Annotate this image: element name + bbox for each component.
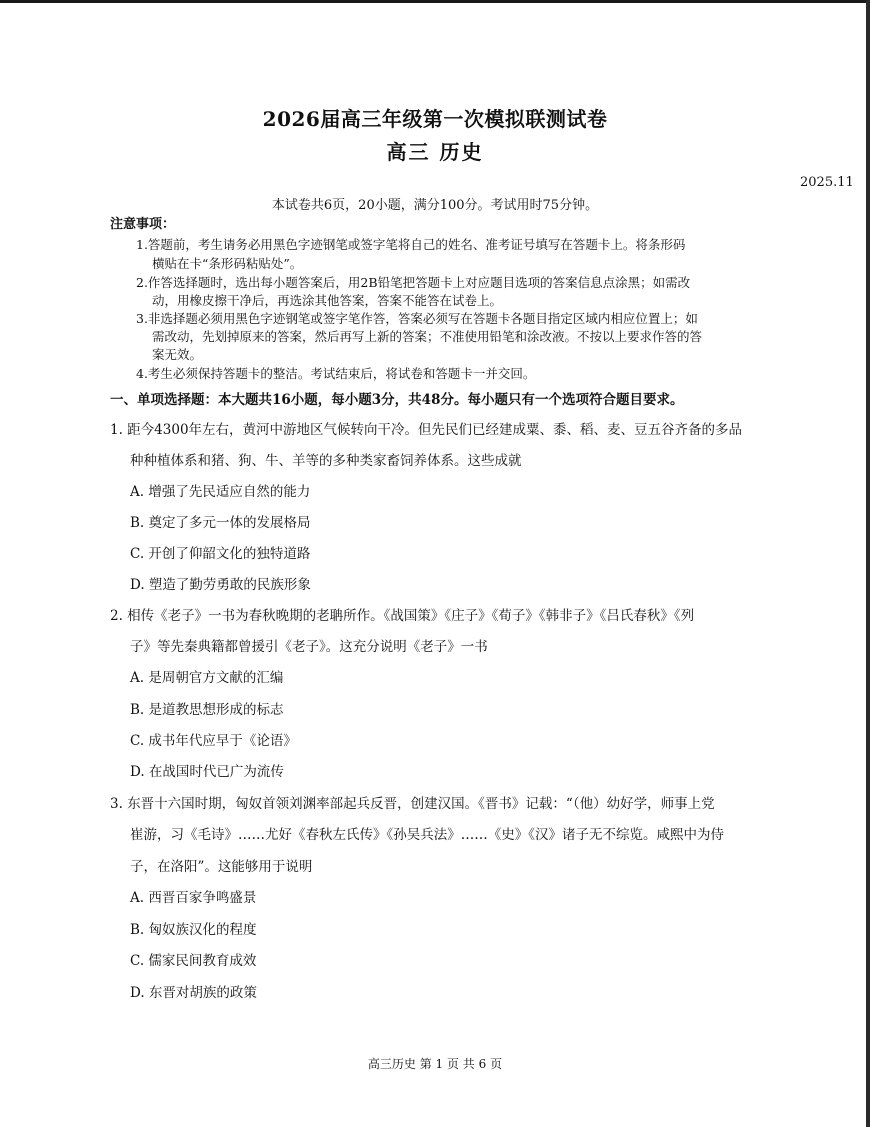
page-footer: 高三历史 第 1 页 共 6 页 xyxy=(367,1057,503,1071)
notice-item-1: 1.答题前，考生请务必用黑色字迹钢笔或签字笔将自己的姓名、准考证号填写在答题卡上。将条形码 xyxy=(136,237,686,252)
question-3-option-c: C. 儒家民间教育成效 xyxy=(130,953,257,969)
question-3-option-d: D. 东晋对胡族的政策 xyxy=(130,985,257,1001)
notice-item-2-continued: 动，用橡皮擦干净后，再选涂其他答案，答案不能答在试卷上。 xyxy=(152,293,503,308)
notice-item-3-continued: 案无效。 xyxy=(152,347,203,362)
question-1-stem: 1. 距今4300年左右，黄河中游地区气候转向干冷。但先民们已经建成粟、黍、稻、麦、豆五谷齐备的多品 xyxy=(110,422,743,438)
question-2-stem: 2. 相传《老子》一书为春秋晚期的老聃所作。《战国策》《庄子》《荀子》《韩非子》《吕氏春秋》《列 xyxy=(110,608,695,624)
exam-date: 2025.11 xyxy=(800,175,854,190)
question-2-option-c: C. 成书年代应早于《论语》 xyxy=(130,733,297,749)
question-2-option-b: B. 是道教思想形成的标志 xyxy=(130,702,284,718)
question-2-option-d: D. 在战国时代已广为流传 xyxy=(130,764,284,780)
question-1-option-a: A. 增强了先民适应自然的能力 xyxy=(130,484,311,500)
question-1-option-c: C. 开创了仰韶文化的独特道路 xyxy=(130,546,311,562)
question-1-stem-continued: 种种植体系和猪、狗、牛、羊等的多种类家畜饲养体系。这些成就 xyxy=(130,453,522,469)
question-2-stem-continued: 子》等先秦典籍都曾援引《老子》。这充分说明《老子》一书 xyxy=(130,639,488,655)
exam-subtitle: 高三 历史 xyxy=(386,140,484,164)
notice-heading: 注意事项： xyxy=(110,217,176,232)
scan-edge-right xyxy=(866,0,870,1127)
notice-item-3-continued: 需改动，先划掉原来的答案，然后再写上新的答案；不准使用铅笔和涂改液。不按以上要求作答的答 xyxy=(152,329,703,344)
question-2-option-a: A. 是周朝官方文献的汇编 xyxy=(130,670,284,686)
exam-info: 本试卷共6页，20小题，满分100分。考试用时75分钟。 xyxy=(271,198,599,213)
question-3-option-b: B. 匈奴族汉化的程度 xyxy=(130,922,257,938)
notice-item-3: 3.非选择题必须用黑色字迹钢笔或签字笔作答，答案必须写在答题卡各题目指定区域内相应位置上；如 xyxy=(136,311,698,326)
scan-edge-top xyxy=(0,0,870,3)
question-1-option-b: B. 奠定了多元一体的发展格局 xyxy=(130,515,311,531)
question-3-option-a: A. 西晋百家争鸣盛景 xyxy=(130,890,257,906)
question-3-stem: 3. 东晋十六国时期，匈奴首领刘渊率部起兵反晋，创建汉国。《晋书》记载：“（他）幼好学，师事上党 xyxy=(110,796,715,812)
section-heading: 一、单项选择题：本大题共16小题，每小题3分，共48分。每小题只有一个选项符合题目要求。 xyxy=(110,392,684,408)
exam-title: 2026届高三年级第一次模拟联测试卷 xyxy=(262,107,608,131)
question-1-option-d: D. 塑造了勤劳勇敢的民族形象 xyxy=(130,577,311,593)
notice-item-4: 4.考生必须保持答题卡的整洁。考试结束后，将试卷和答题卡一并交回。 xyxy=(136,366,536,381)
question-3-stem-continued: 子，在洛阳”。这能够用于说明 xyxy=(130,859,313,875)
notice-item-1-continued: 横贴在卡“条形码粘贴处”。 xyxy=(152,256,303,271)
question-3-stem-continued: 崔游，习《毛诗》……尤好《春秋左氏传》《孙吴兵法》……《史》《汉》诸子无不综览。咸熙中为侍 xyxy=(130,827,724,843)
notice-item-2: 2.作答选择题时，选出每小题答案后，用2B铅笔把答题卡上对应题目选项的答案信息点涂黑；如需改 xyxy=(136,275,691,290)
